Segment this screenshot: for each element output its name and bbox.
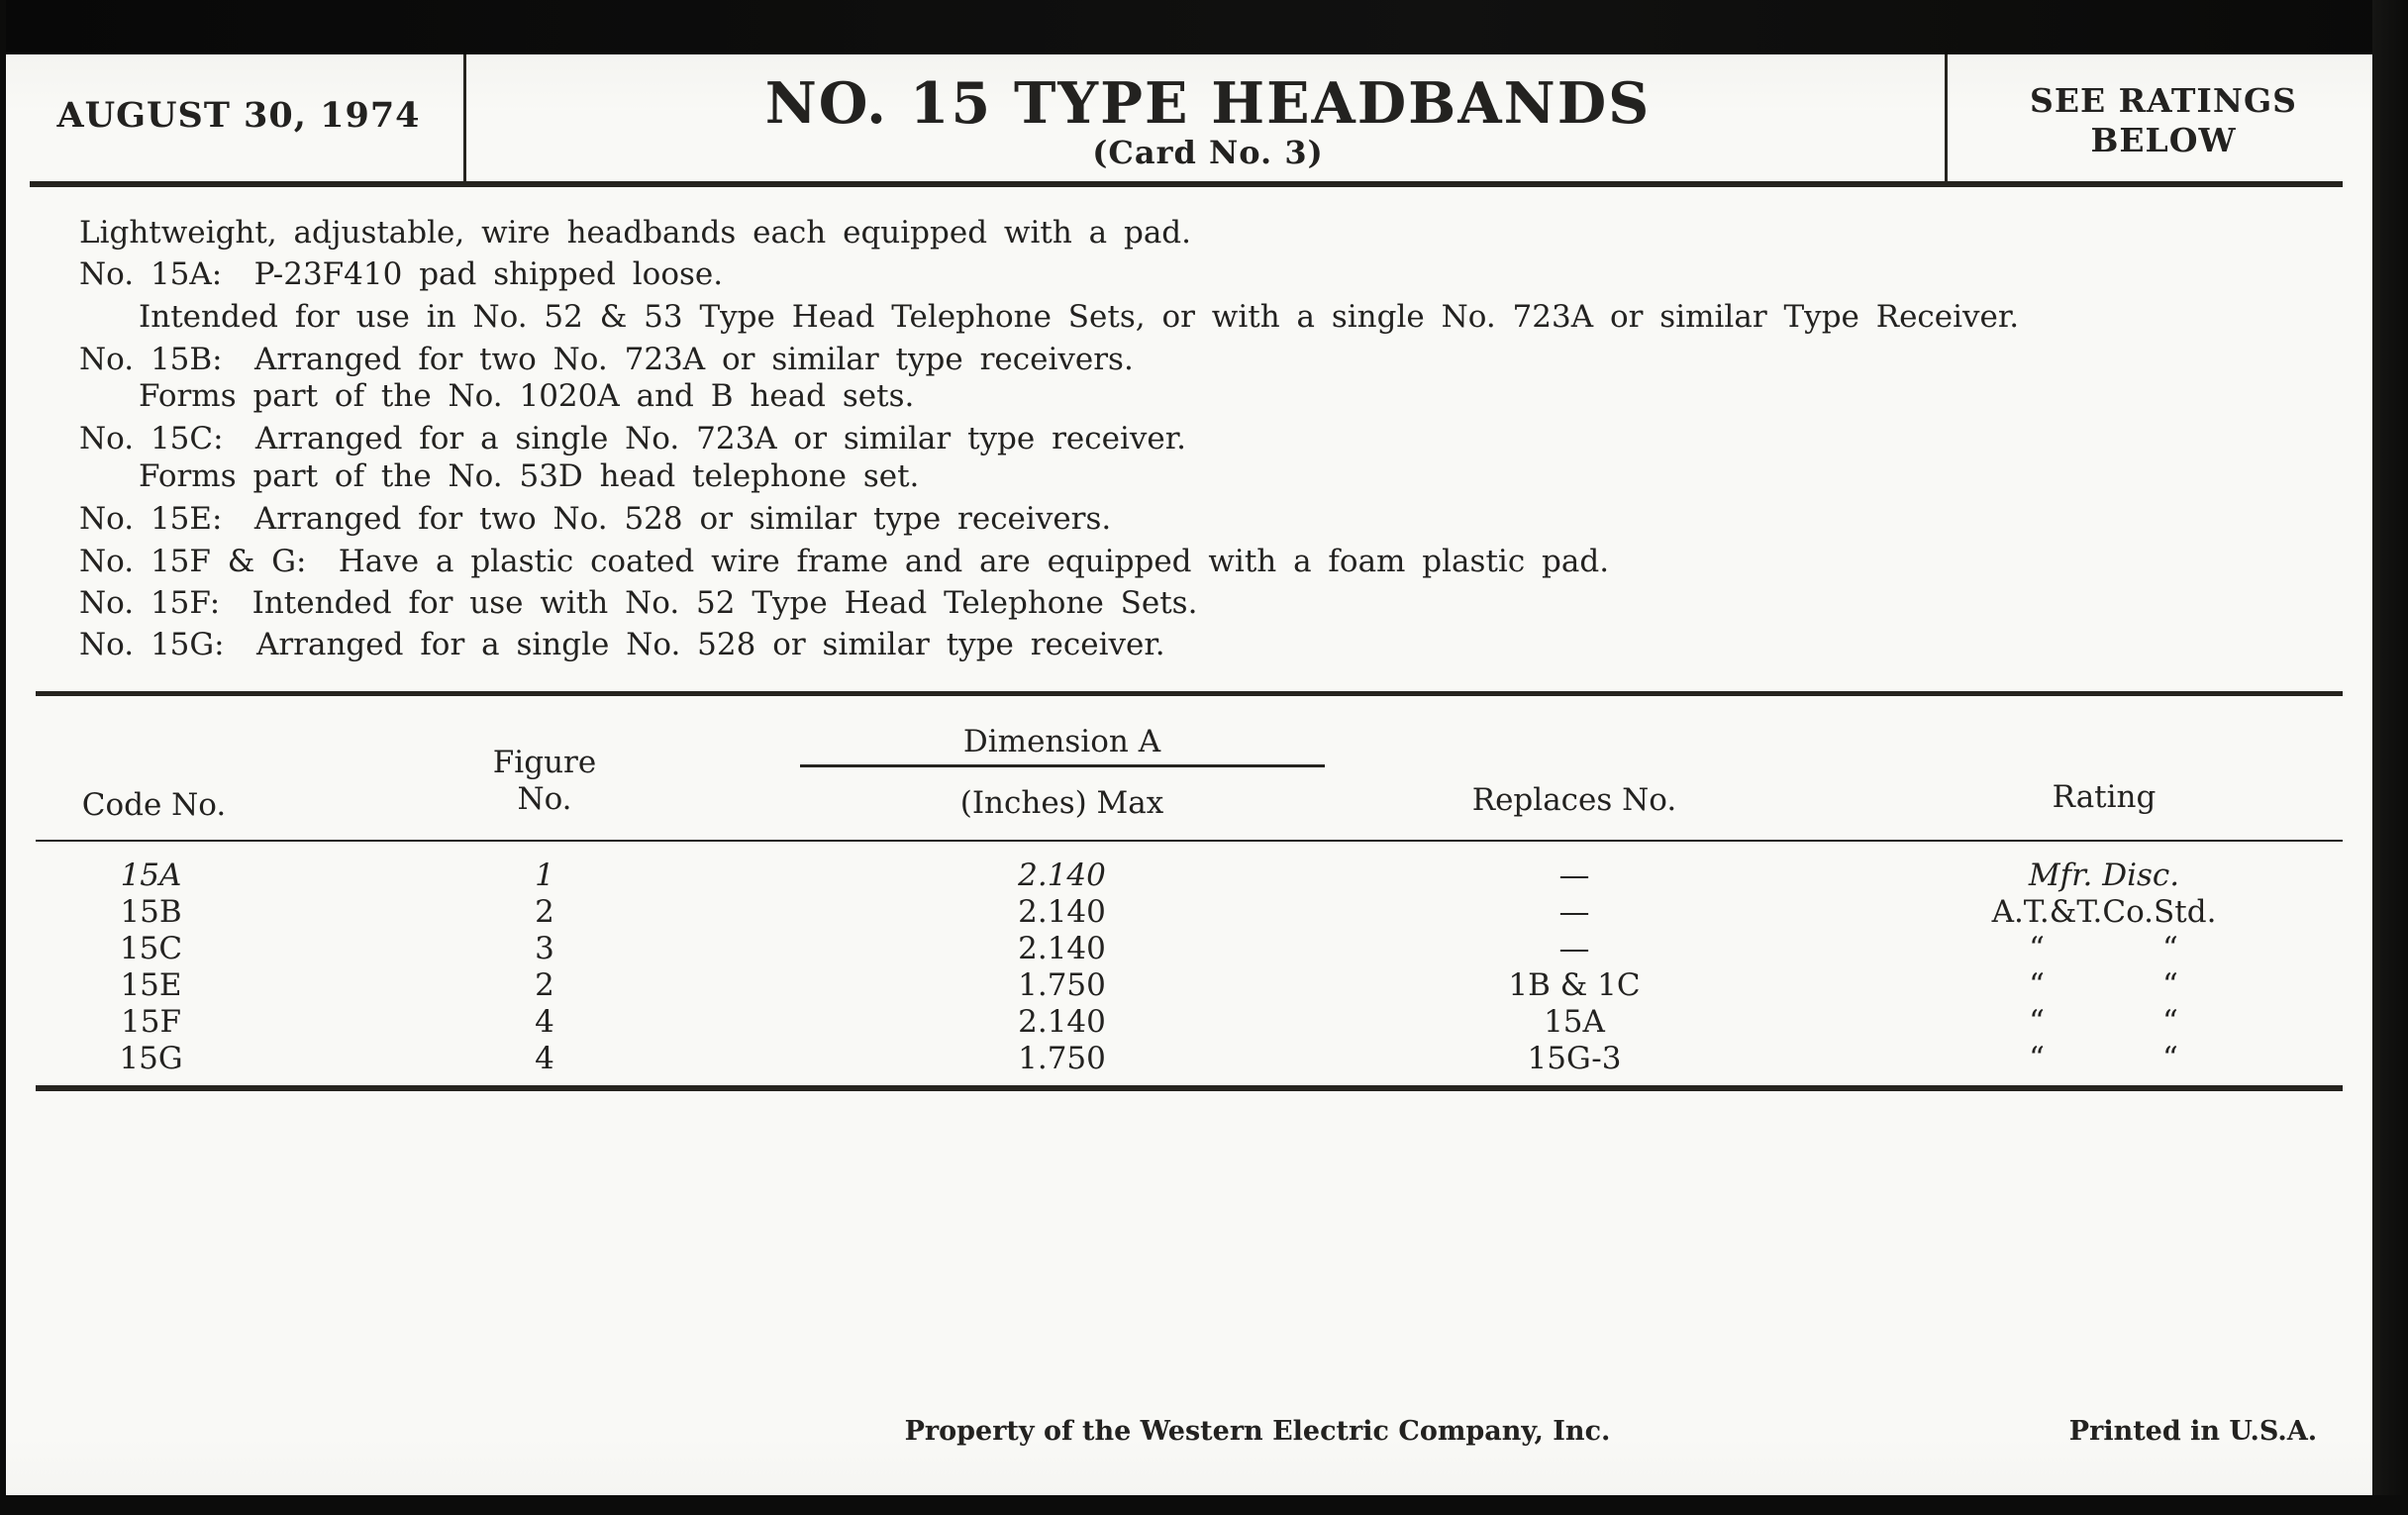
dimension-column bbox=[797, 858, 1327, 1077]
rating-header: Rating bbox=[2052, 779, 2157, 815]
description-line: No. 15B: Arranged for two No. 723A or similar type receivers. bbox=[79, 342, 1134, 377]
rating-cell bbox=[1861, 931, 2347, 967]
footer-printed-note: Printed in U.S.A. bbox=[2068, 1416, 2318, 1447]
replaces-cell: — bbox=[1558, 894, 1590, 930]
code-cell: 15G bbox=[119, 1041, 183, 1076]
scan-border-left bbox=[0, 0, 6, 1515]
rating-cell bbox=[1861, 967, 2347, 1004]
header-divider-left bbox=[463, 54, 466, 184]
figure-cell: 3 bbox=[535, 931, 554, 966]
replaces-cell: 1B & 1C bbox=[1508, 967, 1641, 1003]
dimension-cell: 2.140 bbox=[1018, 894, 1106, 930]
figure-header-line1: Figure bbox=[492, 745, 597, 780]
ditto-mark: “ bbox=[2029, 1004, 2046, 1040]
description-line: No. 15G: Arranged for a single No. 528 or similar type receiver. bbox=[79, 627, 1165, 662]
description-line: No. 15F & G: Have a plastic coated wire frame and are equipped with a foam plastic pad. bbox=[79, 544, 1610, 579]
figure-cell: 2 bbox=[535, 967, 554, 1003]
ratings-note bbox=[1965, 81, 2361, 160]
replaces-cell: — bbox=[1558, 931, 1590, 966]
code-cell: 15B bbox=[120, 894, 182, 930]
figure-cell: 4 bbox=[535, 1004, 554, 1040]
scan-border-top bbox=[0, 0, 2408, 54]
table-bottom-rule bbox=[36, 1085, 2343, 1091]
rating-cell bbox=[1861, 858, 2347, 894]
figure-column bbox=[416, 858, 673, 1077]
replaces-cell: — bbox=[1558, 858, 1590, 893]
header-divider-right bbox=[1945, 54, 1948, 184]
code-column bbox=[45, 858, 257, 1077]
ditto-mark: “ bbox=[2162, 967, 2179, 1003]
footer-property-note: Property of the Western Electric Company, Inc. bbox=[904, 1416, 1611, 1447]
ditto-mark: “ bbox=[2029, 967, 2046, 1003]
table-top-rule bbox=[36, 691, 2343, 696]
code-no-header: Code No. bbox=[81, 787, 227, 823]
code-cell: 15C bbox=[119, 931, 183, 966]
page-title: NO. 15 TYPE HEADBANDS bbox=[764, 70, 1652, 137]
replaces-cell: 15A bbox=[1544, 1004, 1605, 1040]
scan-border-bottom bbox=[0, 1495, 2408, 1515]
rating-cell bbox=[1861, 1041, 2347, 1077]
code-cell: 15E bbox=[120, 967, 182, 1003]
code-cell: 15F bbox=[121, 1004, 181, 1040]
description-line: No. 15E: Arranged for two No. 528 or similar type receivers. bbox=[79, 501, 1112, 537]
rating-column bbox=[1861, 858, 2347, 1077]
description-line: Lightweight, adjustable, wire headbands each equipped with a pad. bbox=[79, 215, 1192, 251]
replaces-column bbox=[1376, 858, 1772, 1077]
figure-header-line2: No. bbox=[517, 781, 572, 817]
ratings-note-line2: BELOW bbox=[2090, 121, 2237, 159]
inches-max-header: (Inches) Max bbox=[959, 785, 1164, 821]
ditto-mark: “ bbox=[2029, 931, 2046, 966]
rating-cell bbox=[1861, 894, 2347, 931]
ditto-mark: “ bbox=[2162, 1004, 2179, 1040]
figure-cell: 4 bbox=[535, 1041, 554, 1076]
description-line: No. 15F: Intended for use with No. 52 Type Head Telephone Sets. bbox=[79, 585, 1198, 621]
description-line: Intended for use in No. 52 & 53 Type Head Telephone Sets, or with a single No. 723A or similar Type Receiver. bbox=[139, 299, 2020, 335]
replaces-cell: 15G-3 bbox=[1527, 1041, 1622, 1076]
replaces-no-header: Replaces No. bbox=[1471, 782, 1677, 818]
dimension-cell: 2.140 bbox=[1018, 858, 1106, 893]
description-line: No. 15C: Arranged for a single No. 723A or similar type receiver. bbox=[79, 421, 1186, 456]
figure-no-header bbox=[416, 745, 673, 818]
ratings-note-line1: SEE RATINGS bbox=[2029, 81, 2298, 120]
header-date: AUGUST 30, 1974 bbox=[56, 95, 421, 136]
dimension-a-header: Dimension A bbox=[962, 724, 1161, 759]
figure-cell: 2 bbox=[535, 894, 554, 930]
rating-cell bbox=[1861, 1004, 2347, 1041]
dimension-cell: 2.140 bbox=[1018, 931, 1106, 966]
figure-cell: 1 bbox=[535, 858, 554, 893]
header-rule bbox=[30, 181, 2343, 187]
dimension-cell: 1.750 bbox=[1018, 1041, 1106, 1076]
scan-border-right bbox=[2372, 0, 2408, 1515]
ditto-mark: “ bbox=[2162, 931, 2179, 966]
dimension-cell: 2.140 bbox=[1018, 1004, 1106, 1040]
ditto-mark: “ bbox=[2162, 1041, 2179, 1076]
rating-text: Mfr. Disc. bbox=[2028, 858, 2180, 893]
description-line: Forms part of the No. 53D head telephone set. bbox=[139, 458, 920, 494]
description-line: No. 15A: P-23F410 pad shipped loose. bbox=[79, 256, 724, 292]
card-subtitle: (Card No. 3) bbox=[1092, 134, 1324, 171]
dimension-a-underline bbox=[800, 764, 1325, 767]
rating-text: A.T.&T.Co.Std. bbox=[1991, 894, 2217, 930]
ditto-mark: “ bbox=[2029, 1041, 2046, 1076]
dimension-cell: 1.750 bbox=[1018, 967, 1106, 1003]
description-line: Forms part of the No. 1020A and B head sets. bbox=[139, 378, 915, 414]
code-cell: 15A bbox=[120, 858, 182, 893]
table-header-rule bbox=[36, 840, 2343, 842]
